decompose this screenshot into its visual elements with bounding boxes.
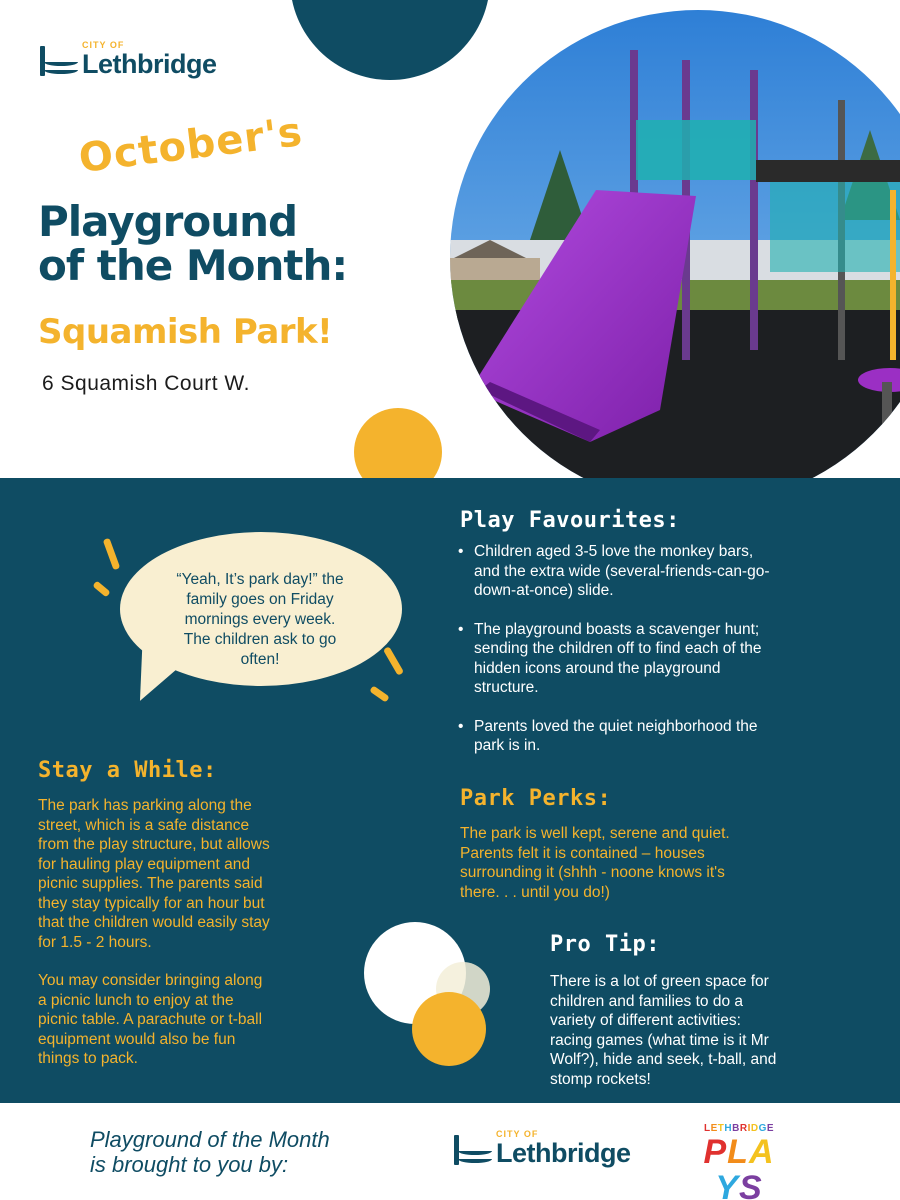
- logo-name: Lethbridge: [496, 1138, 631, 1168]
- plays-letter: S: [739, 1169, 763, 1200]
- decorative-circle: [412, 992, 486, 1066]
- month-word: October's: [76, 108, 306, 182]
- text-line: Wolf?), hide and seek, t-ball, and: [550, 1051, 777, 1068]
- spark-decoration: [103, 538, 121, 570]
- text-line: stomp rockets!: [550, 1070, 651, 1088]
- credit-line: is brought to you by:: [90, 1152, 289, 1177]
- plays-small-letter: E: [766, 1123, 775, 1134]
- plays-small-letter: D: [750, 1123, 759, 1134]
- list-item: [456, 717, 876, 756]
- text-line: surrounding it (shhh - noone knows it's: [460, 864, 725, 881]
- text-line: picnic supplies. The parents said: [38, 875, 263, 892]
- list-item-line: • The playground boasts a scavenger hunt;: [474, 620, 760, 638]
- city-logo-footer: [454, 1129, 631, 1167]
- decorative-circle: [290, 0, 490, 80]
- park-perks-body: [460, 824, 880, 902]
- list-item-line: structure.: [474, 679, 539, 696]
- content-panel: [0, 478, 900, 1103]
- text-line: things to pack.: [38, 1050, 138, 1067]
- list-item-line: down-at-once) slide.: [474, 582, 614, 599]
- quote-line: family goes on Friday: [186, 591, 334, 608]
- plays-small-letter: I: [747, 1123, 751, 1134]
- city-logo: [40, 40, 217, 78]
- plays-small-letter: L: [703, 1123, 711, 1134]
- spark-decoration: [369, 685, 389, 702]
- quote-text: [140, 570, 380, 670]
- text-line: for hauling play equipment and: [38, 855, 250, 873]
- credit-line: Playground of the Month: [90, 1127, 330, 1152]
- logo-city-of: CITY OF: [82, 40, 125, 50]
- play-favourites-title: Play Favourites:: [460, 508, 680, 533]
- plays-wordmark: [694, 1134, 784, 1200]
- playground-photo: [450, 10, 900, 478]
- text-line: children and families to do a: [550, 992, 744, 1010]
- pro-tip-body: [550, 972, 880, 1089]
- text-line: street, which is a safe distance: [38, 816, 250, 834]
- decorative-circle: [354, 408, 442, 478]
- text-line: equipment would also be fun: [38, 1030, 236, 1048]
- text-line: from the play structure, but allows: [38, 836, 270, 853]
- wave-logo-icon: [40, 42, 80, 78]
- title-line-1: Playground: [38, 197, 298, 246]
- text-line: The park has parking along the: [38, 797, 252, 814]
- text-line: a picnic lunch to enjoy at the: [38, 991, 234, 1009]
- plays-small-letter: R: [739, 1123, 748, 1134]
- text-line: they stay typically for an hour but: [38, 894, 265, 912]
- text-line: There is a lot of green space for: [550, 973, 769, 990]
- text-line: The park is well kept, serene and quiet.: [460, 825, 730, 842]
- park-address: 6 Squamish Court W.: [42, 372, 250, 395]
- page-title: [38, 197, 348, 290]
- list-item: [456, 542, 876, 601]
- list-item-line: • Children aged 3-5 love the monkey bars,: [474, 543, 754, 560]
- stay-a-while-body: [38, 796, 358, 1069]
- credit-text: [90, 1127, 330, 1177]
- text-line: there. . . until you do!): [460, 883, 610, 901]
- text-line: variety of different activities:: [550, 1012, 741, 1029]
- plays-letter: P: [703, 1133, 728, 1171]
- list-item-line: park is in.: [474, 737, 541, 754]
- logo-name: Lethbridge: [82, 49, 217, 79]
- list-item-line: • Parents loved the quiet neighborhood the: [474, 717, 758, 735]
- spark-decoration: [383, 646, 404, 675]
- text-line: Parents felt it is contained – houses: [460, 844, 705, 862]
- quote-line: often!: [240, 651, 280, 668]
- quote-line: “Yeah, It’s park day!” the: [176, 571, 344, 588]
- text-line: You may consider bringing along: [38, 972, 263, 989]
- logo-city-of: CITY OF: [496, 1129, 539, 1139]
- plays-letter: Y: [715, 1169, 739, 1200]
- text-line: racing games (what time is it Mr: [550, 1031, 769, 1049]
- plays-small-letter: E: [710, 1123, 718, 1134]
- play-favourites-list: [456, 542, 876, 775]
- quote-line: mornings every week.: [184, 611, 336, 628]
- plays-small-letter: H: [724, 1123, 733, 1134]
- list-item-line: sending the children off to find each of the: [474, 640, 762, 657]
- plays-small-letter: T: [717, 1123, 725, 1134]
- footer: [0, 1103, 900, 1200]
- park-name: Squamish Park!: [38, 312, 333, 352]
- text-line: for 1.5 - 2 hours.: [38, 933, 152, 951]
- plays-small-letter: G: [758, 1123, 767, 1134]
- plays-small-letter: B: [732, 1123, 740, 1134]
- text-line: that the children would easily stay: [38, 914, 270, 931]
- plays-letter: A: [748, 1133, 775, 1171]
- plays-letter: L: [727, 1133, 749, 1171]
- title-line-2: of the Month:: [38, 241, 348, 290]
- pro-tip-title: Pro Tip:: [550, 932, 660, 957]
- list-item: [456, 620, 876, 698]
- text-line: picnic table. A parachute or t-ball: [38, 1011, 263, 1028]
- park-perks-title: Park Perks:: [460, 786, 612, 811]
- list-item-line: hidden icons around the playground: [474, 659, 721, 677]
- header-section: [0, 0, 900, 478]
- spark-decoration: [92, 581, 110, 598]
- list-item-line: and the extra wide (several-friends-can-go-: [474, 562, 770, 580]
- stay-a-while-title: Stay a While:: [38, 758, 217, 783]
- wave-logo-icon: [454, 1131, 494, 1167]
- quote-line: The children ask to go: [183, 631, 337, 648]
- lethbridge-plays-logo: [694, 1123, 784, 1200]
